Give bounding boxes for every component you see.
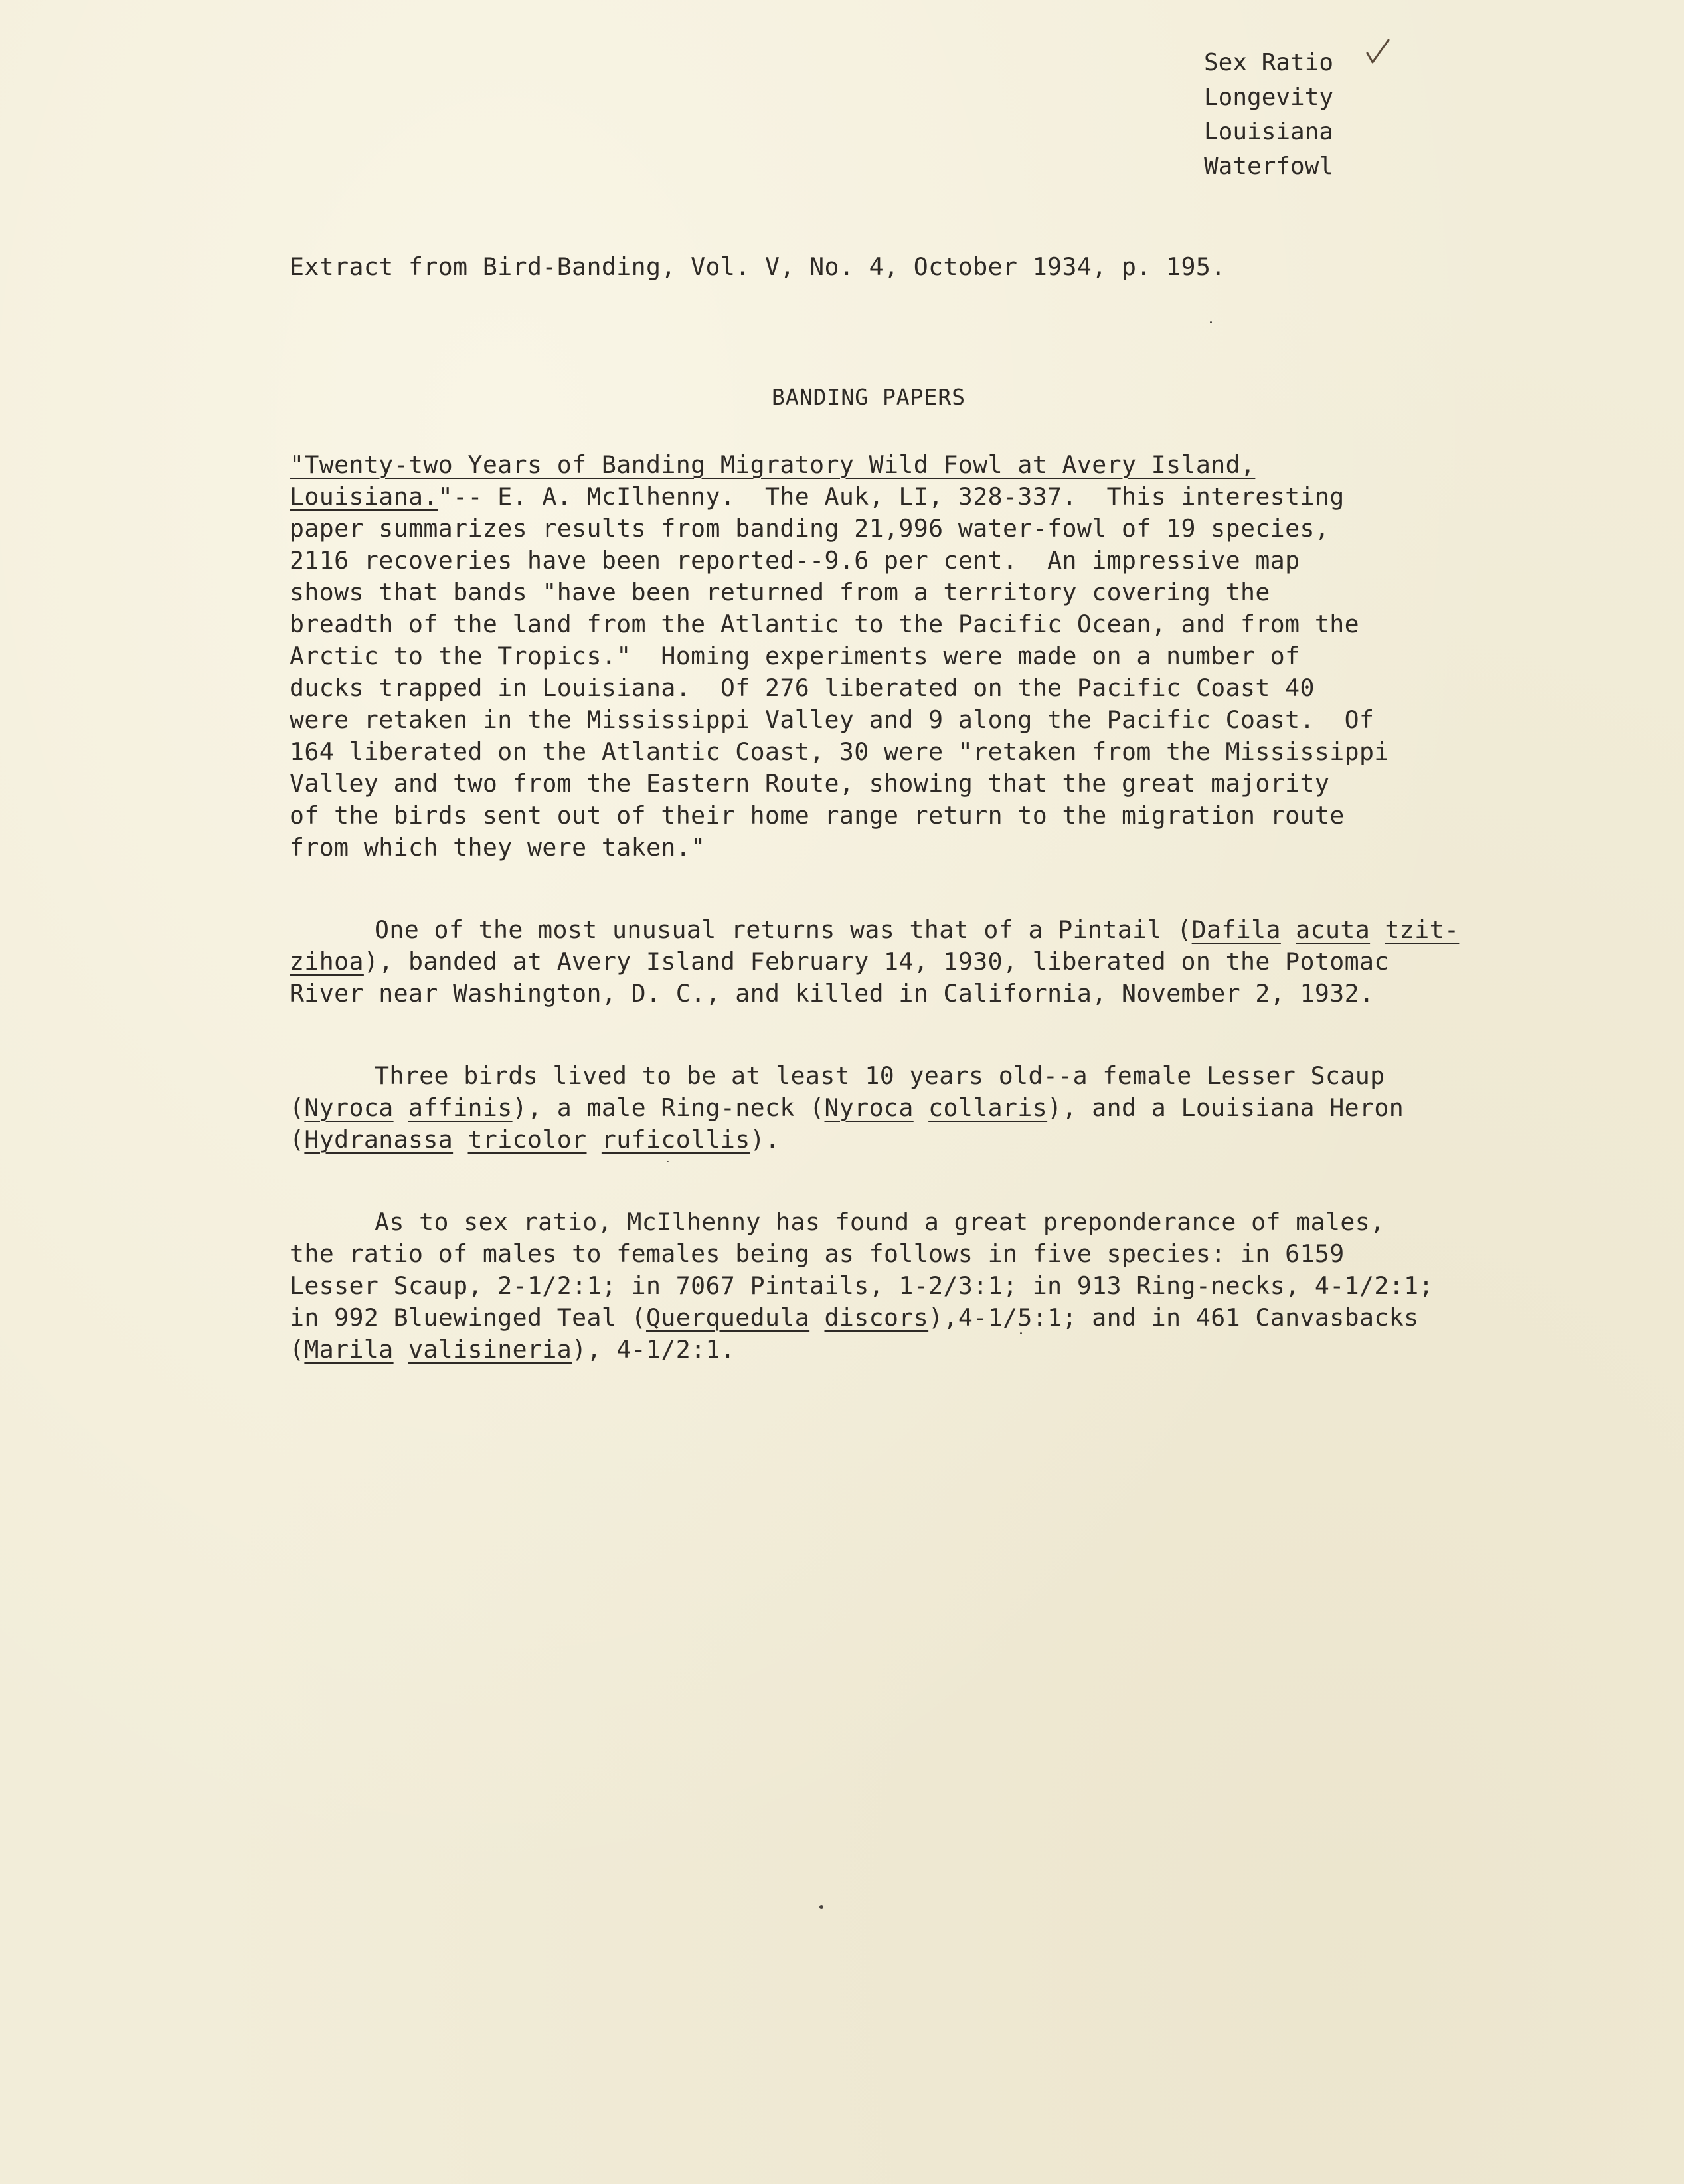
species-name: zihoa [290, 947, 364, 976]
paragraph-1-line-13: from which they were taken." [290, 833, 706, 862]
species-name: Marila [304, 1335, 394, 1364]
species-name: ruficollis [601, 1125, 750, 1154]
species-name: Querquedula [646, 1303, 810, 1332]
paragraph-3-line-3 [290, 1125, 780, 1154]
paragraph-1-line-12: of the birds sent out of their home range return to the migration route [290, 801, 1345, 830]
citation-text: "-- E. A. McIlhenny. The Auk, LI, 328-337. This interesting [438, 482, 1345, 511]
paper-speck [1020, 1332, 1022, 1334]
paragraph-2-line-3: River near Washington, D. C., and killed in California, November 2, 1932. [290, 979, 1375, 1008]
paren: ( [290, 1125, 305, 1154]
paragraph-4-line-2: the ratio of males to females being as follows in five species: in 6159 [290, 1239, 1345, 1268]
space [1370, 915, 1385, 944]
paragraph-2-line-2 [290, 947, 1389, 976]
paragraph-3-text: ), and a Louisiana Heron [1047, 1093, 1404, 1122]
topic-sex-ratio: Sex Ratio [1204, 49, 1334, 76]
paragraph-2-text: One of the most unusual returns was that of a Pintail ( [375, 915, 1192, 944]
paragraph-4-text: ), 4-1/2:1. [572, 1335, 736, 1364]
topic-longevity: Longevity [1204, 84, 1334, 111]
space [453, 1125, 467, 1154]
paragraph-4-text: ),4-1/5:1; and in 461 Canvasbacks [928, 1303, 1419, 1332]
extract-citation: Extract from Bird-Banding, Vol. V, No. 4, October 1934, p. 195. [290, 252, 1226, 281]
species-name: discors [824, 1303, 929, 1332]
species-name: Dafila [1191, 915, 1281, 944]
species-name: tricolor [467, 1125, 587, 1154]
space [809, 1303, 824, 1332]
paragraph-1-line-9: were retaken in the Mississippi Valley and 9 along the Pacific Coast. Of [290, 705, 1375, 734]
paragraph-3-text: ), a male Ring-neck ( [512, 1093, 825, 1122]
paragraph-1-line-7: Arctic to the Tropics." Homing experiments were made on a number of [290, 642, 1300, 670]
article-title-line-1: "Twenty-two Years of Banding Migratory Wild Fowl at Avery Island, [290, 450, 1256, 479]
topic-waterfowl: Waterfowl [1204, 153, 1334, 180]
species-name: Nyroca [824, 1093, 914, 1122]
space [914, 1093, 928, 1122]
topic-louisiana: Louisiana [1204, 118, 1334, 145]
paren: ( [290, 1093, 305, 1122]
section-heading: BANDING PAPERS [772, 384, 966, 410]
article-title-line-2: Louisiana. [290, 482, 438, 511]
paragraph-1-line-8: ducks trapped in Louisiana. Of 276 liberated on the Pacific Coast 40 [290, 674, 1315, 702]
species-name: valisineria [408, 1335, 572, 1364]
paren: ). [750, 1125, 780, 1154]
space [587, 1125, 602, 1154]
species-name: Hydranassa [304, 1125, 454, 1154]
paren: ( [290, 1335, 305, 1364]
paragraph-2-text: ), banded at Avery Island February 14, 1930, liberated on the Potomac [363, 947, 1389, 976]
paragraph-4-line-1: As to sex ratio, McIlhenny has found a great preponderance of males, [375, 1208, 1385, 1236]
paragraph-4-line-3: Lesser Scaup, 2-1/2:1; in 7067 Pintails, 1-2/3:1; in 913 Ring-necks, 4-1/2:1; [290, 1271, 1434, 1300]
paragraph-3-line-1: Three birds lived to be at least 10 years old--a female Lesser Scaup [375, 1061, 1385, 1090]
paragraph-4-line-5 [290, 1335, 735, 1364]
space [1281, 915, 1296, 944]
paragraph-4-text: in 992 Bluewinged Teal ( [290, 1303, 646, 1332]
paragraph-3-line-2 [290, 1093, 1404, 1123]
paragraph-1-line-10: 164 liberated on the Atlantic Coast, 30 were "retaken from the Mississippi [290, 737, 1389, 766]
checkmark-icon [1365, 36, 1391, 65]
paragraph-1-line-3: paper summarizes results from banding 21,996 water-fowl of 19 species, [290, 514, 1330, 543]
paper-speck [819, 1905, 823, 1909]
paragraph-1-line-2 [290, 482, 1345, 511]
paragraph-1-line-11: Valley and two from the Eastern Route, showing that the great majority [290, 769, 1330, 798]
species-name: tzit- [1385, 915, 1460, 944]
species-name: Nyroca [304, 1093, 394, 1122]
paragraph-1-line-5: shows that bands "have been returned from a territory covering the [290, 578, 1270, 606]
space [394, 1335, 408, 1364]
paragraph-1-line-6: breadth of the land from the Atlantic to the Pacific Ocean, and from the [290, 610, 1359, 638]
paragraph-4-line-4 [290, 1303, 1419, 1332]
species-name: acuta [1296, 915, 1371, 944]
paragraph-1-line-4: 2116 recoveries have been reported--9.6 per cent. An impressive map [290, 546, 1300, 575]
species-name: collaris [928, 1093, 1048, 1122]
paragraph-2-line-1 [375, 915, 1459, 945]
paper-speck [667, 1161, 669, 1162]
species-name: affinis [408, 1093, 513, 1122]
space [394, 1093, 408, 1122]
paper-speck [1210, 321, 1212, 323]
